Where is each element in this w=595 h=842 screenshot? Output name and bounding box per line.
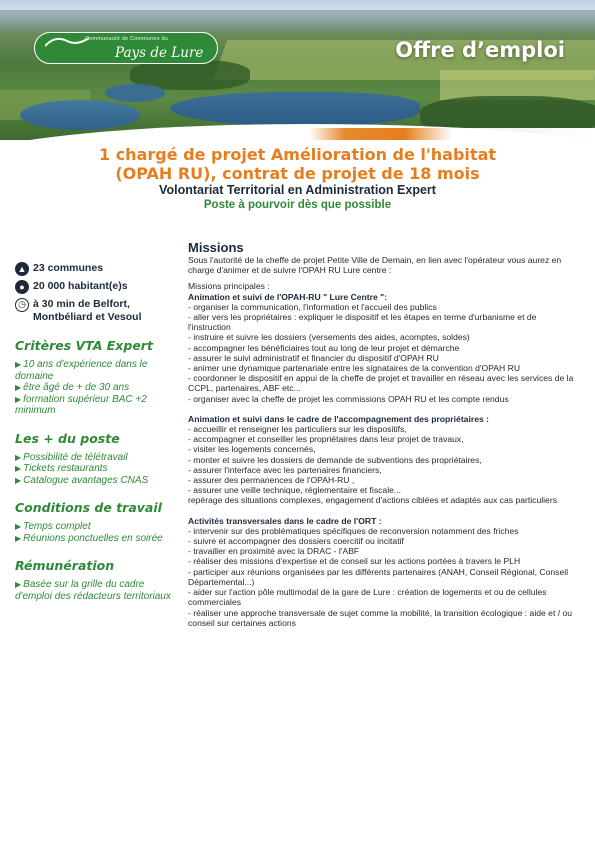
mission-line: - aider sur l'action pôle multimodal de la gare de Lure : création de logements et ou de cellules commerciales xyxy=(188,587,547,608)
stat-distance-text: à 30 min de Belfort, Montbéliard et Vesoul xyxy=(33,298,142,323)
section-heading: Conditions de travail xyxy=(15,500,162,515)
mission-line: - réaliser une approche transversale de sujet comme la mobilité, la transition écologique : aide et / ou conseil sur certaines actions xyxy=(188,607,573,628)
job-subtitle: Volontariat Territorial en Administration Expert xyxy=(159,183,436,197)
mission-group-title: Animation et suivi de l'OPAH-RU " Lure Centre ": xyxy=(188,291,388,302)
mission-line: - suivre et accompagner des dossiers coercitif ou incitatif xyxy=(188,536,404,547)
sidebar xyxy=(15,262,177,602)
mission-line: - visiter les logements concernés, xyxy=(188,444,316,455)
missions-column xyxy=(188,240,580,628)
stat-distance xyxy=(15,298,177,324)
list-item: ▶ Temps complet xyxy=(15,521,91,532)
section-criteria xyxy=(15,338,177,417)
mission-line: - monter et suivre les dossiers de demande de subventions des propriétaires, xyxy=(188,454,482,465)
arrow-icon: ▶ xyxy=(15,452,22,462)
mission-line: - réaliser des missions d'expertise et de conseil sur les actions portées à travers le PLH xyxy=(188,556,521,567)
arrow-icon: ▶ xyxy=(15,475,22,485)
mission-line: - coordonner le dispositif en appui de la cheffe de projet et travailler en réseau avec les services de la CCPL, partenaires, ABF etc... xyxy=(188,373,574,394)
list-item: ▶ 10 ans d'expérience dans le domaine xyxy=(15,359,148,382)
list-item: ▶ Basée sur la grille du cadre d'emploi des rédacteurs territoriaux xyxy=(15,579,171,602)
arrow-icon: ▶ xyxy=(15,533,22,543)
mission-group-opah xyxy=(188,292,580,404)
logo-tagline: Communauté de Communes du xyxy=(85,36,168,42)
arrow-icon: ▶ xyxy=(15,360,22,369)
stat-communes-text: 23 communes xyxy=(33,262,104,274)
list-item: ▶ Possibilité de télétravail xyxy=(15,451,128,463)
section-conditions xyxy=(15,500,177,544)
hero-banner-photo xyxy=(0,0,595,140)
mission-group-title: Activités transversales dans le cadre de l'ORT : xyxy=(188,515,382,526)
mission-line: repérage des situations complexes, engagement d'actions ciblées et adaptés aux cas particuliers xyxy=(188,495,557,506)
section-heading: Critères VTA Expert xyxy=(15,338,153,353)
mission-line: - travailler en proximité avec la DRAC - l'ABF xyxy=(188,546,360,557)
mission-line: - accompagner les bénéficiaires tout au long de leur projet et démarche xyxy=(188,342,460,353)
mission-line: - organiser la communication, l'information et l'accueil des publics xyxy=(188,301,437,312)
job-headline xyxy=(0,145,595,212)
mission-line: - instruire et suivre les dossiers (versements des aides, acomptes, soldes) xyxy=(188,332,470,343)
list-item: ▶ Catalogue avantages CNAS xyxy=(15,474,149,486)
section-perks xyxy=(15,431,177,487)
arrow-icon: ▶ xyxy=(15,464,22,473)
missions-intro: Sous l'autorité de la cheffe de projet Petite Ville de Demain, en lien avec l'opérateur vous aurez en charge d'animer et de suivre l'OPAH RU Lure centre : xyxy=(188,255,562,276)
hills-logo-icon xyxy=(45,35,89,47)
mission-line: - organiser avec la cheffe de projet les commissions OPAH RU et les compte rendus xyxy=(188,393,509,404)
mission-group-ort xyxy=(188,516,580,628)
mission-line: - animer une dynamique partenariale entre les signataires de la convention d'OPAH RU xyxy=(188,363,521,374)
logo-name: Pays de Lure xyxy=(115,45,204,61)
pays-de-lure-logo xyxy=(34,32,218,64)
list-item: ▶ Tickets restaurants xyxy=(15,463,108,474)
mission-group-title: Animation et suivi dans le cadre de l'accompagnement des propriétaires : xyxy=(188,413,490,424)
stat-inhabitants xyxy=(15,280,177,294)
missions-principal-label: Missions principales : xyxy=(188,281,270,292)
list-item: ▶ formation supérieur BAC +2 minimum xyxy=(15,393,147,416)
banner-title: Offre d’emploi xyxy=(395,38,565,62)
section-heading: Les + du poste xyxy=(15,430,120,446)
orange-accent-band xyxy=(0,128,595,140)
mission-group-owners xyxy=(188,414,580,506)
mission-line: - intervenir sur des problématiques spécifiques de reconversion notamment des friches xyxy=(188,525,519,536)
clock-icon: ◷ xyxy=(15,298,29,312)
stat-communes xyxy=(15,262,177,276)
mission-line: - accueillir et renseigner les particuliers sur les dispositifs, xyxy=(188,424,407,435)
arrow-icon: ▶ xyxy=(15,580,22,589)
arrow-icon: ▶ xyxy=(15,383,22,392)
mission-line: - assurer l'interface avec les partenaires financiers, xyxy=(188,464,382,475)
territory-stats xyxy=(15,262,177,324)
list-item: ▶ être âgé de + de 30 ans xyxy=(15,382,130,393)
arrow-icon: ▶ xyxy=(15,522,22,531)
map-pin-icon: ▲ xyxy=(15,262,29,276)
availability-note: Poste à pourvoir dès que possible xyxy=(203,199,392,211)
mission-line: - aller vers les propriétaires : expliquer le dispositif et les étapes en terme d'urbanisme et de l'instruction xyxy=(188,312,537,333)
mission-line: - participer aux réunions organisées par les différents partenaires (ANAH, Conseil Régional, Conseil Départemental...) xyxy=(188,566,569,587)
stat-inhabitants-text: 20 000 habitant(e)s xyxy=(33,280,128,292)
section-heading: Rémunération xyxy=(15,558,115,573)
mission-line: - assurer le suivi administratif et financier du dispositif d'OPAH RU xyxy=(188,352,439,363)
people-icon: ● xyxy=(15,280,29,294)
job-title: 1 chargé de projet Amélioration de l'habitat (OPAH RU), contrat de projet de 18 mois xyxy=(98,145,497,183)
section-salary xyxy=(15,558,177,602)
missions-title: Missions xyxy=(188,240,244,255)
mission-line: - assurer des permanences de l'OPAH-RU , xyxy=(188,475,355,486)
list-item: ▶ Réunions ponctuelles en soirée xyxy=(15,532,163,544)
mission-line: - assurer une veille technique, réglementaire et fiscale... xyxy=(188,485,402,496)
arrow-icon: ▶ xyxy=(15,394,22,404)
mission-line: - accompagner et conseiller les propriétaires dans leur projet de travaux, xyxy=(188,434,464,445)
